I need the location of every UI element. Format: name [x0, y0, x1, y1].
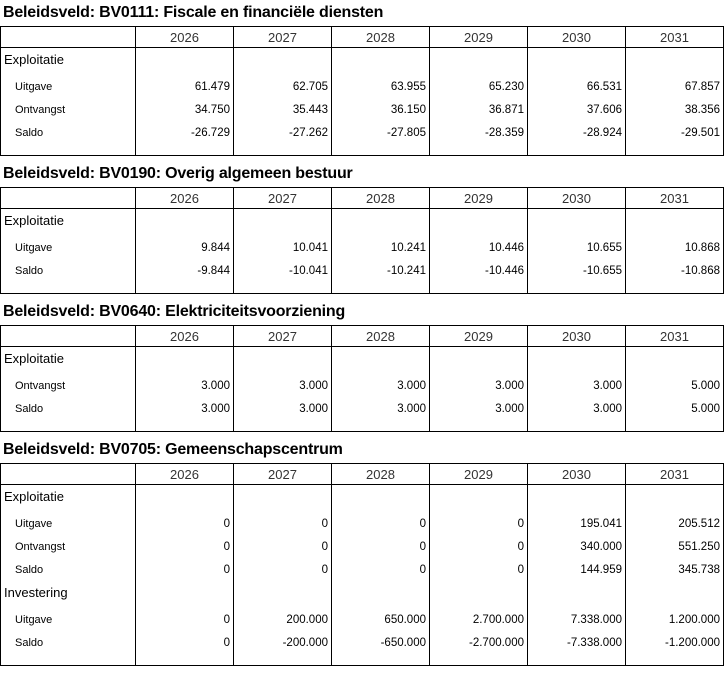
- value-cell: 340.000: [527, 535, 625, 558]
- group-header-empty-cell: [625, 485, 723, 512]
- group-header-empty-cell: [625, 48, 723, 75]
- year-header-corner-cell: [1, 27, 135, 48]
- value-cell: 0: [233, 535, 331, 558]
- year-column-header: 2026: [135, 326, 233, 347]
- year-header-corner-cell: [1, 464, 135, 485]
- row-label: Saldo: [15, 264, 44, 277]
- value-cell: 195.041: [527, 512, 625, 535]
- year-column-header: 2030: [527, 27, 625, 48]
- beleidsveld-section: [0, 164, 724, 294]
- year-column-header: 2026: [135, 464, 233, 485]
- year-column-header: 2027: [233, 464, 331, 485]
- table-bottom-spacer: [429, 282, 527, 293]
- value-cell: 67.857: [625, 75, 723, 98]
- beleidsveld-section: [0, 440, 724, 666]
- value-cell: -28.924: [527, 121, 625, 144]
- value-cell: 200.000: [233, 608, 331, 631]
- value-cell: 3.000: [331, 397, 429, 420]
- value-cell: 10.041: [233, 236, 331, 259]
- value-cell: -10.041: [233, 259, 331, 282]
- row-label: Uitgave: [15, 517, 53, 530]
- value-cell: -1.200.000: [625, 631, 723, 654]
- value-cell: 34.750: [135, 98, 233, 121]
- group-header-empty-cell: [233, 209, 331, 236]
- value-cell: 0: [233, 512, 331, 535]
- year-column-header: 2028: [331, 464, 429, 485]
- group-header-empty-cell: [527, 581, 625, 608]
- value-cell: 37.606: [527, 98, 625, 121]
- value-cell: -9.844: [135, 259, 233, 282]
- value-cell: 0: [429, 512, 527, 535]
- value-cell: -27.262: [233, 121, 331, 144]
- table-bottom-spacer: [233, 654, 331, 665]
- group-header-empty-cell: [135, 347, 233, 374]
- year-column-header: 2030: [527, 326, 625, 347]
- value-cell: 2.700.000: [429, 608, 527, 631]
- year-column-header: 2026: [135, 27, 233, 48]
- value-cell: -10.655: [527, 259, 625, 282]
- group-header-empty-cell: [429, 485, 527, 512]
- value-cell: -10.868: [625, 259, 723, 282]
- group-header-label: Exploitatie: [4, 489, 64, 504]
- group-header-label: Exploitatie: [4, 52, 64, 67]
- table-bottom-spacer: [233, 282, 331, 293]
- section-title: Beleidsveld: BV0111: Fiscale en financiële diensten: [3, 4, 384, 21]
- value-cell: 36.150: [331, 98, 429, 121]
- value-cell: 7.338.000: [527, 608, 625, 631]
- table-bottom-spacer: [1, 420, 135, 431]
- row-label: Saldo: [15, 126, 44, 139]
- value-cell: 62.705: [233, 75, 331, 98]
- year-column-header: 2030: [527, 188, 625, 209]
- year-column-header: 2031: [625, 188, 723, 209]
- section-title: Beleidsveld: BV0190: Overig algemeen bestuur: [3, 165, 353, 182]
- row-label: Saldo: [15, 402, 44, 415]
- group-header-empty-cell: [527, 209, 625, 236]
- group-header-empty-cell: [233, 485, 331, 512]
- value-cell: 3.000: [527, 374, 625, 397]
- table-bottom-spacer: [625, 282, 723, 293]
- value-cell: -28.359: [429, 121, 527, 144]
- group-header-empty-cell: [625, 209, 723, 236]
- table-bottom-spacer: [331, 654, 429, 665]
- value-cell: 10.655: [527, 236, 625, 259]
- group-header-label: Exploitatie: [4, 213, 64, 228]
- value-cell: 61.479: [135, 75, 233, 98]
- budget-table: [0, 26, 724, 156]
- year-column-header: 2026: [135, 188, 233, 209]
- value-cell: 38.356: [625, 98, 723, 121]
- table-bottom-spacer: [527, 144, 625, 155]
- group-header-empty-cell: [233, 48, 331, 75]
- value-cell: 5.000: [625, 397, 723, 420]
- year-column-header: 2030: [527, 464, 625, 485]
- value-cell: -7.338.000: [527, 631, 625, 654]
- group-header-label: Exploitatie: [4, 351, 64, 366]
- group-header-empty-cell: [331, 485, 429, 512]
- value-cell: 0: [135, 535, 233, 558]
- value-cell: 0: [135, 631, 233, 654]
- value-cell: 0: [331, 512, 429, 535]
- value-cell: 3.000: [135, 374, 233, 397]
- value-cell: -29.501: [625, 121, 723, 144]
- table-bottom-spacer: [527, 654, 625, 665]
- row-label: Uitgave: [15, 613, 53, 626]
- value-cell: 10.241: [331, 236, 429, 259]
- row-label: Ontvangst: [15, 540, 66, 553]
- value-cell: 66.531: [527, 75, 625, 98]
- group-header-empty-cell: [135, 581, 233, 608]
- year-column-header: 2031: [625, 326, 723, 347]
- group-header-empty-cell: [135, 485, 233, 512]
- group-header-empty-cell: [331, 209, 429, 236]
- value-cell: -10.241: [331, 259, 429, 282]
- value-cell: 3.000: [429, 397, 527, 420]
- table-bottom-spacer: [625, 420, 723, 431]
- value-cell: 3.000: [331, 374, 429, 397]
- group-header-empty-cell: [429, 48, 527, 75]
- table-bottom-spacer: [1, 144, 135, 155]
- year-column-header: 2031: [625, 27, 723, 48]
- value-cell: 5.000: [625, 374, 723, 397]
- year-column-header: 2027: [233, 27, 331, 48]
- group-header-empty-cell: [625, 581, 723, 608]
- table-bottom-spacer: [429, 144, 527, 155]
- table-bottom-spacer: [135, 654, 233, 665]
- year-column-header: 2027: [233, 326, 331, 347]
- value-cell: -10.446: [429, 259, 527, 282]
- row-label: Uitgave: [15, 241, 53, 254]
- value-cell: 3.000: [233, 397, 331, 420]
- table-bottom-spacer: [331, 144, 429, 155]
- group-header-empty-cell: [331, 347, 429, 374]
- value-cell: 650.000: [331, 608, 429, 631]
- year-column-header: 2028: [331, 188, 429, 209]
- year-column-header: 2029: [429, 464, 527, 485]
- value-cell: 551.250: [625, 535, 723, 558]
- group-header-empty-cell: [429, 347, 527, 374]
- value-cell: 63.955: [331, 75, 429, 98]
- value-cell: 0: [429, 558, 527, 581]
- row-label: Saldo: [15, 636, 44, 649]
- table-bottom-spacer: [429, 654, 527, 665]
- value-cell: 1.200.000: [625, 608, 723, 631]
- table-bottom-spacer: [135, 282, 233, 293]
- value-cell: -2.700.000: [429, 631, 527, 654]
- row-label: Uitgave: [15, 80, 53, 93]
- year-column-header: 2029: [429, 188, 527, 209]
- value-cell: 36.871: [429, 98, 527, 121]
- year-header-corner-cell: [1, 188, 135, 209]
- value-cell: -26.729: [135, 121, 233, 144]
- table-bottom-spacer: [1, 282, 135, 293]
- table-bottom-spacer: [429, 420, 527, 431]
- value-cell: 205.512: [625, 512, 723, 535]
- group-header-empty-cell: [331, 48, 429, 75]
- budget-table: [0, 187, 724, 294]
- group-header-empty-cell: [135, 209, 233, 236]
- value-cell: 3.000: [527, 397, 625, 420]
- value-cell: 0: [135, 558, 233, 581]
- table-bottom-spacer: [527, 420, 625, 431]
- table-bottom-spacer: [331, 420, 429, 431]
- year-column-header: 2031: [625, 464, 723, 485]
- group-header-empty-cell: [527, 485, 625, 512]
- beleidsveld-section: [0, 3, 724, 156]
- table-bottom-spacer: [331, 282, 429, 293]
- group-header-empty-cell: [331, 581, 429, 608]
- row-label: Ontvangst: [15, 379, 66, 392]
- year-column-header: 2029: [429, 27, 527, 48]
- table-bottom-spacer: [135, 420, 233, 431]
- table-bottom-spacer: [625, 144, 723, 155]
- value-cell: 345.738: [625, 558, 723, 581]
- value-cell: 0: [135, 512, 233, 535]
- budget-table: [0, 463, 724, 666]
- group-header-empty-cell: [233, 581, 331, 608]
- year-header-corner-cell: [1, 326, 135, 347]
- section-title: Beleidsveld: BV0705: Gemeenschapscentrum: [3, 441, 343, 458]
- value-cell: 3.000: [233, 374, 331, 397]
- table-bottom-spacer: [1, 654, 135, 665]
- value-cell: 0: [331, 558, 429, 581]
- value-cell: 65.230: [429, 75, 527, 98]
- value-cell: 0: [331, 535, 429, 558]
- year-column-header: 2029: [429, 326, 527, 347]
- year-column-header: 2027: [233, 188, 331, 209]
- group-header-empty-cell: [527, 347, 625, 374]
- table-bottom-spacer: [233, 420, 331, 431]
- value-cell: 144.959: [527, 558, 625, 581]
- group-header-empty-cell: [527, 48, 625, 75]
- value-cell: 0: [233, 558, 331, 581]
- year-column-header: 2028: [331, 326, 429, 347]
- value-cell: 3.000: [135, 397, 233, 420]
- value-cell: 0: [135, 608, 233, 631]
- group-header-empty-cell: [135, 48, 233, 75]
- table-bottom-spacer: [527, 282, 625, 293]
- section-title: Beleidsveld: BV0640: Elektriciteitsvoorziening: [3, 303, 346, 320]
- budget-table: [0, 325, 724, 432]
- value-cell: 9.844: [135, 236, 233, 259]
- value-cell: 35.443: [233, 98, 331, 121]
- row-label: Saldo: [15, 563, 44, 576]
- year-column-header: 2028: [331, 27, 429, 48]
- value-cell: 10.446: [429, 236, 527, 259]
- table-bottom-spacer: [233, 144, 331, 155]
- group-header-label: Investering: [4, 585, 68, 600]
- value-cell: -27.805: [331, 121, 429, 144]
- group-header-empty-cell: [429, 581, 527, 608]
- value-cell: -200.000: [233, 631, 331, 654]
- group-header-empty-cell: [429, 209, 527, 236]
- table-bottom-spacer: [135, 144, 233, 155]
- value-cell: 10.868: [625, 236, 723, 259]
- table-bottom-spacer: [625, 654, 723, 665]
- value-cell: 3.000: [429, 374, 527, 397]
- group-header-empty-cell: [233, 347, 331, 374]
- row-label: Ontvangst: [15, 103, 66, 116]
- beleidsveld-section: [0, 302, 724, 432]
- value-cell: 0: [429, 535, 527, 558]
- group-header-empty-cell: [625, 347, 723, 374]
- value-cell: -650.000: [331, 631, 429, 654]
